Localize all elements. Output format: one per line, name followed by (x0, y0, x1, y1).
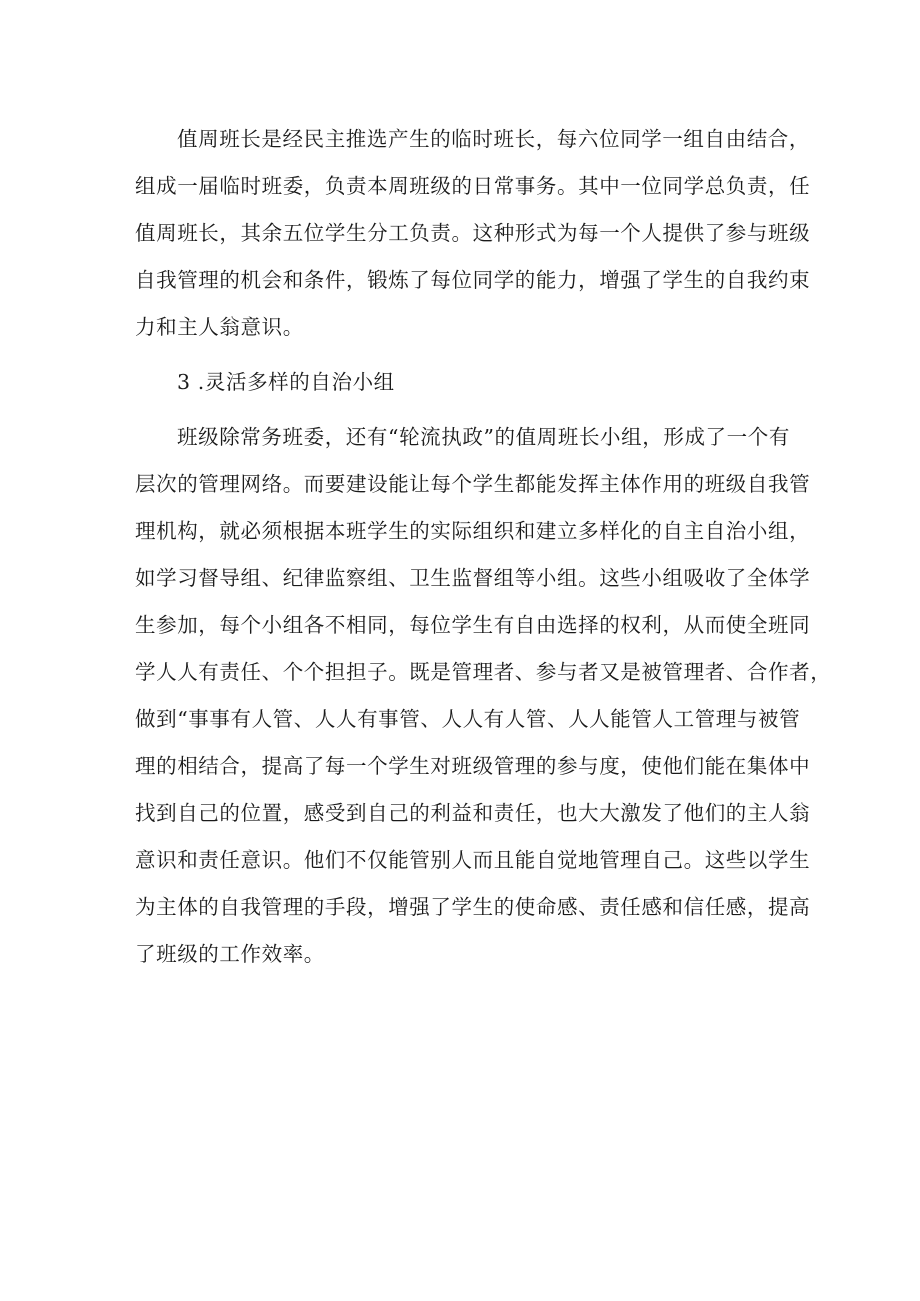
paragraph-line: 生参加，每个小组各不相同，每位学生有自由选择的权利，从而使全班同 (135, 613, 811, 637)
paragraph-line: 如学习督导组、纪律监察组、卫生监督组等小组。这些小组吸收了全体学 (135, 566, 811, 590)
paragraph-line: 层次的管理网络。而要建设能让每个学生都能发挥主体作用的班级自我管 (135, 472, 811, 496)
paragraph-line: 做到“事事有人管、人人有事管、人人有人管、人人能管人工管理与被管 (135, 707, 801, 731)
paragraph-duty-monitor (135, 116, 811, 351)
paragraph-line: 了班级的工作效率。 (135, 942, 325, 966)
paragraph-line: 组成一届临时班委，负责本周班级的日常事务。其中一位同学总负责，任 (135, 174, 811, 198)
spacer (135, 351, 795, 359)
spacer (135, 406, 795, 414)
paragraph-line: 值周班长，其余五位学生分工负责。这种形式为每一个人提供了参与班级 (135, 221, 811, 245)
paragraph-line: 找到自己的位置，感受到自己的利益和责任，也大大激发了他们的主人翁 (135, 801, 811, 825)
paragraph-line: 自我管理的机会和条件，锻炼了每位同学的能力，增强了学生的自我约束 (135, 268, 811, 292)
paragraph-self-governing-groups (135, 414, 832, 978)
document-page (135, 116, 832, 978)
paragraph-line: 力和主人翁意识。 (135, 315, 304, 339)
paragraph-line: 值周班长是经民主推选产生的临时班长，每六位同学一组自由结合， (177, 127, 810, 151)
paragraph-line: 理的相结合，提高了每一个学生对班级管理的参与度，使他们能在集体中 (135, 754, 811, 778)
paragraph-line: 理机构，就必须根据本班学生的实际组织和建立多样化的自主自治小组， (135, 519, 811, 543)
section-heading: 3 .灵活多样的自治小组 (177, 370, 395, 394)
paragraph-line: 班级除常务班委，还有“轮流执政”的值周班长小组，形成了一个有 (177, 425, 790, 449)
paragraph-line: 意识和责任意识。他们不仅能管别人而且能自觉地管理自己。这些以学生 (135, 848, 811, 872)
paragraph-line: 学人人有责任、个个担担子。既是管理者、参与者又是被管理者、合作者， (135, 660, 832, 684)
paragraph-line: 为主体的自我管理的手段，增强了学生的使命感、责任感和信任感，提高 (135, 895, 811, 919)
